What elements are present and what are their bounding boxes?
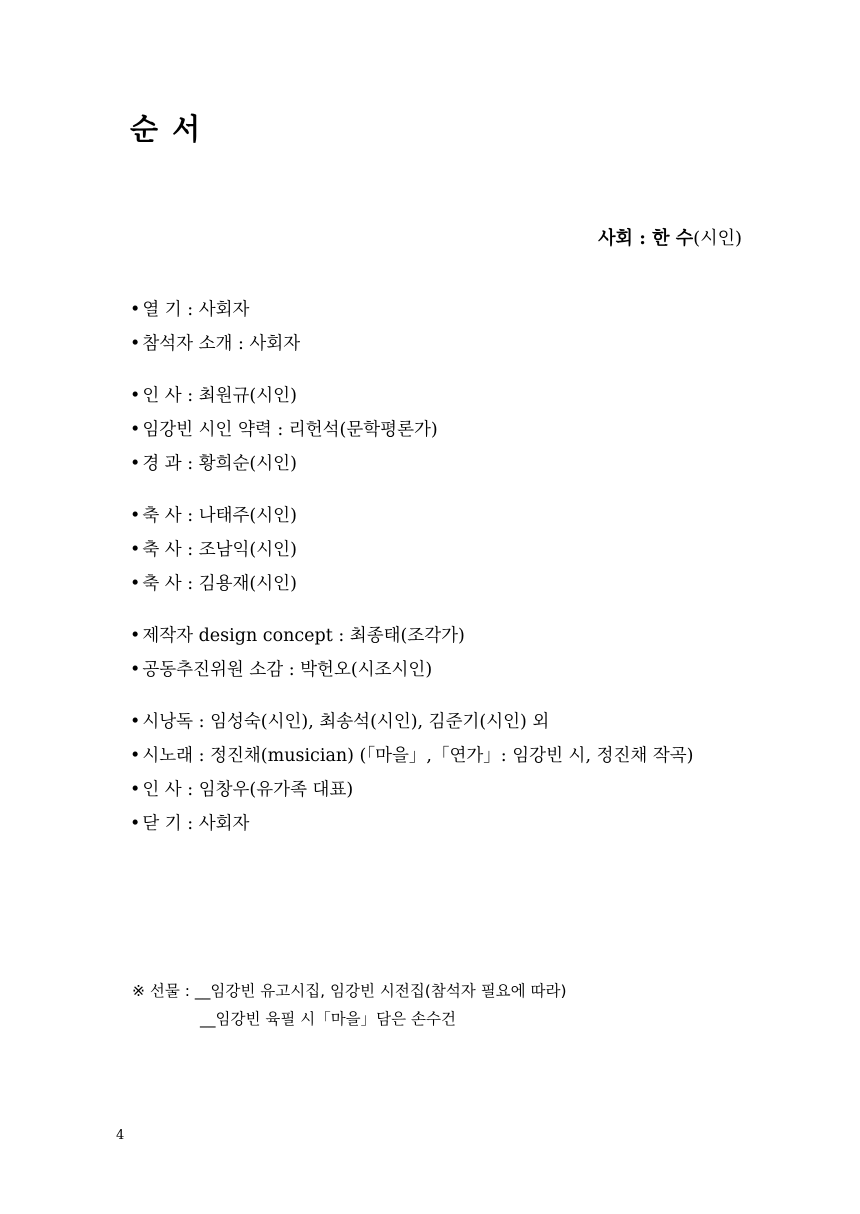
program-item <box>130 622 750 656</box>
program-item <box>130 450 750 484</box>
program-item <box>130 296 750 330</box>
bullet-icon: • <box>130 746 141 766</box>
program-item <box>130 570 750 604</box>
gift-note <box>132 977 567 1033</box>
bullet-icon: • <box>130 540 141 560</box>
gift-line-2: __임강빈 육필 시「마을」담은 손수건 <box>200 1010 456 1028</box>
program-item-text: 닫 기 : 사회자 <box>142 814 250 834</box>
program-item-text: 축 사 : 김용재(시인) <box>142 574 297 594</box>
program-item-text: 인 사 : 임창우(유가족 대표) <box>142 780 354 800</box>
bullet-icon: • <box>130 814 141 834</box>
bullet-icon: • <box>130 334 141 354</box>
group-divider <box>130 690 750 708</box>
group-divider <box>130 484 750 502</box>
group-divider <box>130 364 750 382</box>
gift-line-1: ※ 선물 : __임강빈 유고시집, 임강빈 시전집(참석자 필요에 따라) <box>132 982 567 1000</box>
bullet-icon: • <box>130 660 141 680</box>
program-item-text: 시노래 : 정진채(musician) (「마을」,「연가」: 임강빈 시, 정진채 작곡) <box>142 746 694 766</box>
bullet-icon: • <box>130 300 141 320</box>
program-item-text: 축 사 : 나태주(시인) <box>142 506 297 526</box>
program-item <box>130 502 750 536</box>
program-item <box>130 708 750 742</box>
bullet-icon: • <box>130 506 141 526</box>
page-number: 4 <box>116 1128 125 1143</box>
program-item-text: 인 사 : 최원규(시인) <box>142 386 297 406</box>
program-item-text: 경 과 : 황희순(시인) <box>142 454 297 474</box>
bullet-icon: • <box>130 574 141 594</box>
host-label: 사회 : 한 수 <box>598 228 694 249</box>
program-item-text: 열 기 : 사회자 <box>142 300 250 320</box>
host-line <box>598 228 742 250</box>
host-suffix: (시인) <box>693 228 742 249</box>
program-item-text: 시낭독 : 임성숙(시인), 최송석(시인), 김준기(시인) 외 <box>142 712 550 732</box>
program-item <box>130 776 750 810</box>
program-item-text: 공동추진위원 소감 : 박헌오(시조시인) <box>142 660 433 680</box>
program-item <box>130 330 750 364</box>
bullet-icon: • <box>130 420 141 440</box>
group-divider <box>130 604 750 622</box>
bullet-icon: • <box>130 780 141 800</box>
program-item-text: 제작자 design concept : 최종태(조각가) <box>142 626 465 646</box>
program-item <box>130 382 750 416</box>
bullet-icon: • <box>130 712 141 732</box>
program-item-text: 축 사 : 조남익(시인) <box>142 540 297 560</box>
program-item-text: 임강빈 시인 약력 : 리헌석(문학평론가) <box>142 420 438 440</box>
bullet-icon: • <box>130 454 141 474</box>
program-item <box>130 810 750 844</box>
program-item <box>130 536 750 570</box>
bullet-icon: • <box>130 386 141 406</box>
program-item <box>130 416 750 450</box>
program-item-text: 참석자 소개 : 사회자 <box>142 334 301 354</box>
program-item <box>130 656 750 690</box>
program-item <box>130 742 750 776</box>
page-title: 순 서 <box>130 112 203 146</box>
program-list <box>130 296 750 844</box>
bullet-icon: • <box>130 626 141 646</box>
